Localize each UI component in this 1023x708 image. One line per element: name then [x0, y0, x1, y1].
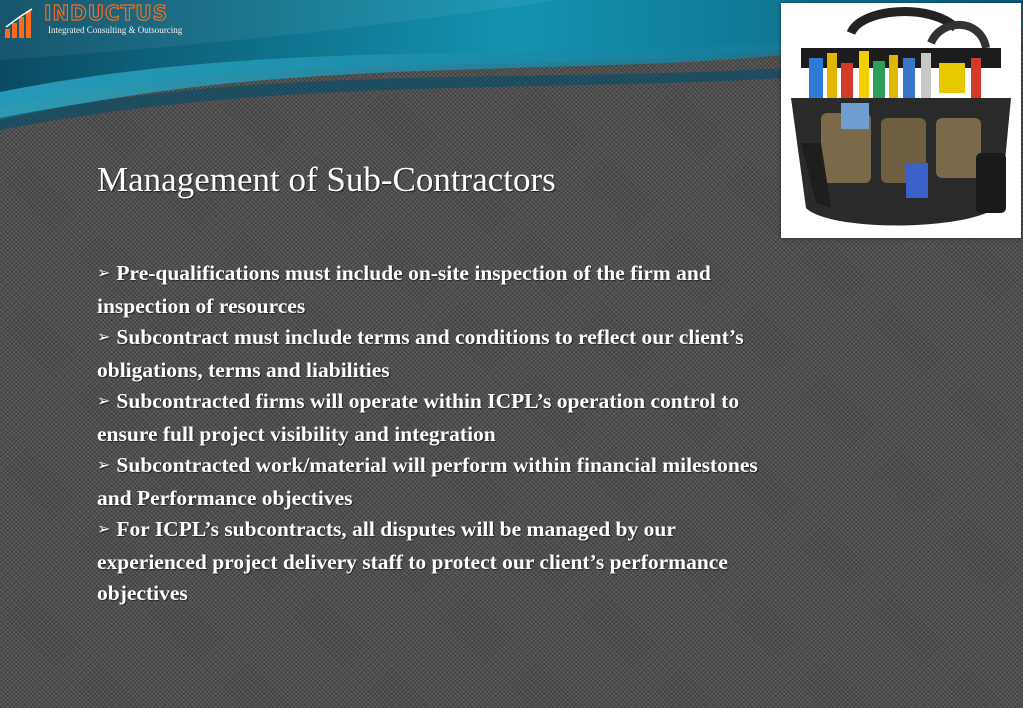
tool-bag-icon	[781, 3, 1021, 238]
bullet-text: For ICPL’s subcontracts, all disputes will be managed by our experienced project delivery staff to protect our client’s performance objectives	[97, 517, 728, 605]
bullet-list	[97, 258, 787, 610]
bullet-item	[97, 322, 787, 386]
bullet-item	[97, 386, 787, 450]
arrow-bullet-icon: ➢	[97, 391, 111, 410]
arrow-bullet-icon: ➢	[97, 519, 111, 538]
bullet-text: Subcontract must include terms and conditions to reflect our client’s obligations, terms and liabilities	[97, 325, 744, 382]
page-title: Management of Sub-Contractors	[97, 160, 556, 199]
bullet-text: Pre-qualifications must include on-site inspection of the firm and inspection of resources	[97, 261, 711, 318]
bullet-item	[97, 450, 787, 514]
company-logo	[4, 2, 204, 42]
tool-bag-photo	[781, 3, 1021, 238]
logo-wordmark: INDUCTUS	[44, 1, 168, 25]
bullet-item	[97, 514, 787, 610]
bar-chart-logo-icon	[4, 7, 40, 39]
bullet-text: Subcontracted work/material will perform within financial milestones and Performance objectives	[97, 453, 758, 510]
arrow-bullet-icon: ➢	[97, 327, 111, 346]
arrow-bullet-icon: ➢	[97, 263, 111, 282]
bullet-text: Subcontracted firms will operate within ICPL’s operation control to ensure full project visibility and integration	[97, 389, 740, 446]
arrow-bullet-icon: ➢	[97, 455, 111, 474]
bullet-item	[97, 258, 787, 322]
logo-tagline: Integrated Consulting & Outsourcing	[48, 25, 183, 35]
